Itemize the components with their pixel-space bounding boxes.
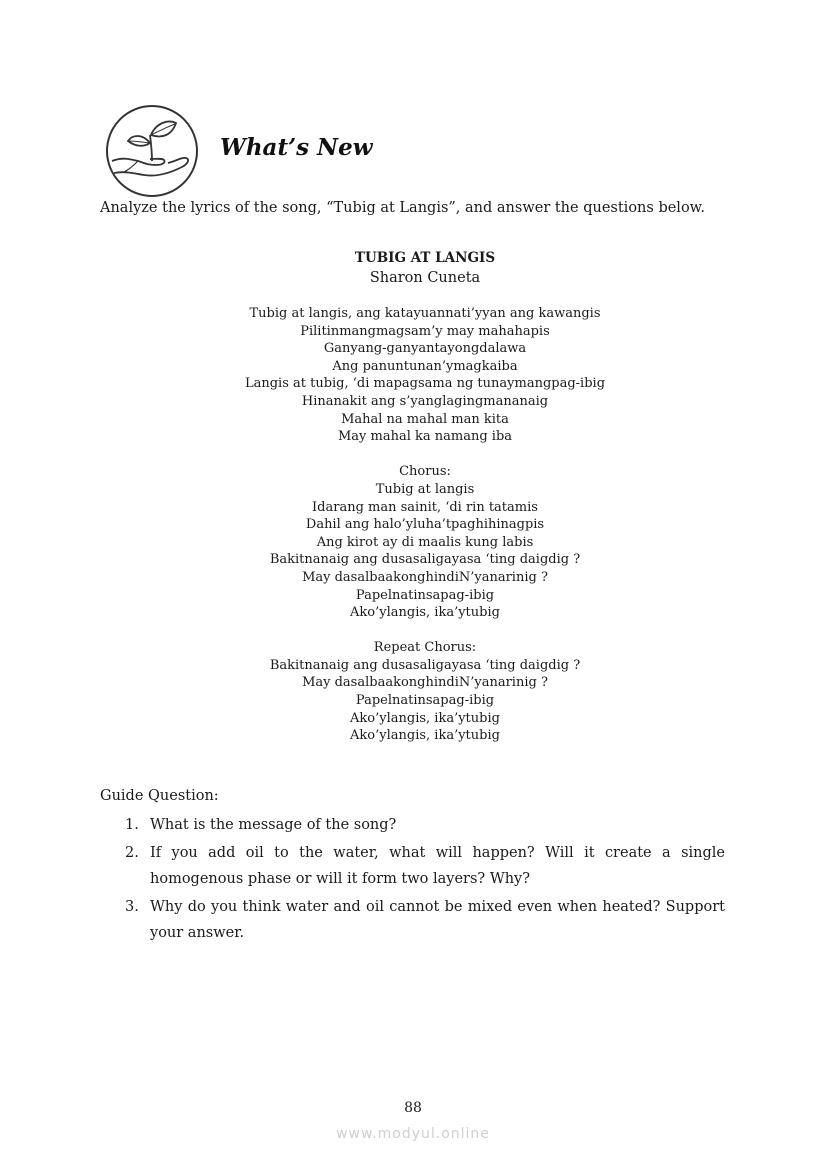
song-title: TUBIG AT LANGIS	[354, 250, 496, 266]
lyric-line: Repeat Chorus:	[373, 640, 477, 656]
stanza-verse	[150, 305, 700, 446]
lyric-line: Ang panuntunan’ymagkaiba	[332, 358, 518, 374]
lyric-line: Ako’ylangis, ika’ytubig	[350, 605, 500, 621]
question-number: 1.	[125, 817, 139, 833]
lyric-line: Bakitnanaig ang dusasaligayasa ‘ting daigdig ?	[269, 657, 581, 673]
lyric-line: Langis at tubig, ‘di mapagsama ng tunaymangpag-ibig	[244, 376, 606, 392]
question-text: What is the message of the song?	[150, 817, 397, 833]
lyric-line: May dasalbaakonghindiN’yanarinig ?	[302, 569, 548, 585]
lyric-line: Bakitnanaig ang dusasaligayasa ‘ting daigdig ?	[269, 552, 581, 568]
lyric-line: Ang kirot ay di maalis kung labis	[316, 534, 534, 550]
question-item	[100, 840, 725, 893]
question-text: If you add oil to the water, what will happen? Will it create a single homogenous phase or will it form two layers? Why?	[150, 844, 725, 887]
hand-holding-sprout-icon	[104, 103, 200, 199]
lyric-line: Papelnatinsapag-ibig	[355, 587, 495, 603]
lyric-line: Mahal na mahal man kita	[341, 411, 509, 427]
lyric-line: Pilitinmangmagsam’y may mahahapis	[300, 323, 550, 339]
watermark: www.modyul.online	[336, 1126, 490, 1142]
question-item	[100, 812, 725, 839]
lyric-line: Ako’ylangis, ika’ytubig	[350, 728, 500, 744]
lyric-line: Tubig at langis, ang katayuannati’yyan ang kawangis	[249, 306, 601, 321]
guide-questions	[100, 788, 725, 948]
lyric-line: Chorus:	[399, 464, 451, 480]
lyric-line: Idarang man sainit, ‘di rin tatamis	[312, 499, 538, 515]
question-list	[100, 812, 725, 947]
section-title: What’s New	[220, 134, 373, 161]
intro-text: Analyze the lyrics of the song, “Tubig at Langis”, and answer the questions below.	[100, 200, 705, 216]
lyric-line: Ako’ylangis, ika’ytubig	[350, 710, 500, 726]
question-number: 2.	[125, 844, 139, 861]
lyric-line: May mahal ka namang iba	[337, 429, 513, 445]
stanza-repeat-chorus	[150, 639, 700, 745]
question-text: Why do you think water and oil cannot be mixed even when heated? Support your answer.	[150, 898, 725, 941]
lyric-line: Ganyang-ganyantayongdalawa	[323, 341, 527, 357]
question-number: 3.	[125, 898, 139, 915]
lyric-line: Tubig at langis	[375, 481, 475, 497]
stanza-chorus	[150, 463, 700, 621]
song-artist: Sharon Cuneta	[369, 270, 481, 286]
question-item	[100, 894, 725, 947]
lyric-line: Hinanakit ang s’yanglagingmananaig	[301, 393, 549, 409]
lyric-line: May dasalbaakonghindiN’yanarinig ?	[302, 675, 548, 691]
questions-heading: Guide Question:	[100, 788, 219, 804]
lyric-line: Papelnatinsapag-ibig	[355, 693, 495, 709]
page-number: 88	[404, 1100, 422, 1116]
song-lyrics	[150, 248, 700, 762]
lyric-line: Dahil ang halo’yluha’tpaghihinagpis	[305, 517, 545, 533]
